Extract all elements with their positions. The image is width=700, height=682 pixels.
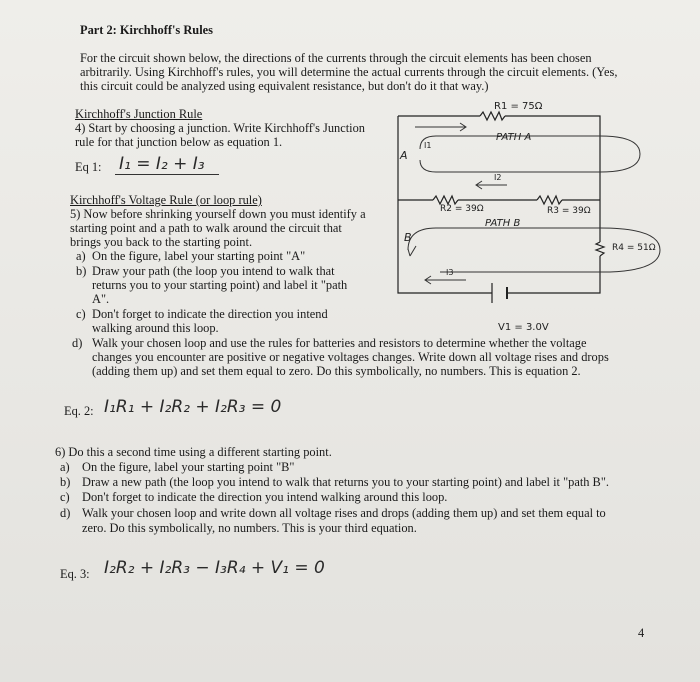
label-v1: V1 = 3.0V <box>498 322 549 333</box>
label-r3: R3 = 39Ω <box>547 206 591 216</box>
junction-rule-title: Kirchhoff's Junction Rule <box>75 107 203 121</box>
resistor-r4 <box>596 242 604 256</box>
item-5a-marker: a) <box>76 249 86 263</box>
item-6d-text-2: zero. Do this symbolically, no numbers. This is your third equation. <box>82 521 417 535</box>
eq1-answer: I₁ = I₂ + I₃ <box>115 154 219 175</box>
item-6b-marker: b) <box>60 475 71 489</box>
item-5c-marker: c) <box>76 307 86 321</box>
item-6c-text: Don't forget to indicate the direction you intend walking around this loop. <box>82 490 448 504</box>
voltage-rule-title: Kirchhoff's Voltage Rule (or loop rule) <box>70 193 262 207</box>
item-5b-text-3: A". <box>92 292 110 306</box>
label-i3: I3 <box>446 268 454 277</box>
item-5d-text-2: changes you encounter are positive or negative voltages changes. Write down all voltage rises and drops <box>92 350 609 364</box>
item-5d-text-3: (adding them up) and set them equal to zero. Do this symbolically, no numbers. This is equation 2. <box>92 364 581 378</box>
item-5c-text-2: walking around this loop. <box>92 321 219 335</box>
page-number: 4 <box>638 626 645 640</box>
item-6a-marker: a) <box>60 460 70 474</box>
eq2-label: Eq. 2: <box>64 404 94 418</box>
path-b-direction-arrow <box>408 246 416 256</box>
label-point-b: B <box>404 231 412 244</box>
intro-line-3: this circuit could be analyzed using equivalent resistance, but don't do it that way.) <box>80 79 489 93</box>
label-point-a: A <box>400 149 408 162</box>
item-6c-marker: c) <box>60 490 70 504</box>
eq3-label: Eq. 3: <box>60 567 90 581</box>
item-5c-text-1: Don't forget to indicate the direction you intend <box>92 307 328 321</box>
eq3-answer: I₂R₂ + I₂R₃ − I₃R₄ + V₁ = 0 <box>104 558 325 578</box>
eq1-label: Eq 1: <box>75 160 102 174</box>
item-5d-marker: d) <box>72 336 83 350</box>
label-path-b: PATH B <box>485 218 521 229</box>
resistor-r3 <box>537 196 562 204</box>
item-5b-marker: b) <box>76 264 87 278</box>
label-path-a: PATH A <box>496 132 532 143</box>
item-5d-text-1: Walk your chosen loop and use the rules for batteries and resistors to determine whether the voltage <box>92 336 587 350</box>
item-5a-text: On the figure, label your starting point "A" <box>92 249 306 263</box>
item-5b-text-1: Draw your path (the loop you intend to walk that <box>92 264 335 278</box>
item-6d-marker: d) <box>60 506 71 520</box>
item-6a-text: On the figure, label your starting point "B" <box>82 460 295 474</box>
junction-instruction-2: rule for that junction below as equation 1. <box>75 135 283 149</box>
intro-line-2: arbitrarily. Using Kirchhoff's rules, you will determine the actual currents through the circuit elements. (Yes, <box>80 65 618 79</box>
current-arrow-i2 <box>476 181 507 189</box>
label-i1: I1 <box>424 141 432 150</box>
label-i2: I2 <box>494 173 502 182</box>
label-r2: R2 = 39Ω <box>440 204 484 214</box>
intro-line-1: For the circuit shown below, the directions of the currents through the circuit elements has been chosen <box>80 51 592 65</box>
resistor-r1 <box>480 112 505 120</box>
item-6d-text-1: Walk your chosen loop and write down all voltage rises and drops (adding them up) and set them equal to <box>82 506 606 520</box>
section-heading: Part 2: Kirchhoff's Rules <box>80 23 213 37</box>
item-6b-text: Draw a new path (the loop you intend to walk that returns you to your starting point) and label it "path B". <box>82 475 609 489</box>
resistor-r2 <box>433 196 458 204</box>
junction-instruction-1: 4) Start by choosing a junction. Write Kirchhoff's Junction <box>75 121 365 135</box>
label-r1: R1 = 75Ω <box>494 101 543 112</box>
current-arrow-i1 <box>415 123 466 131</box>
voltage-instruction-3: brings you back to the starting point. <box>70 235 253 249</box>
eq2-answer: I₁R₁ + I₂R₂ + I₂R₃ = 0 <box>104 397 282 417</box>
item-5b-text-2: returns you to your starting point) and label it "path <box>92 278 348 292</box>
item-6-title: 6) Do this a second time using a different starting point. <box>55 445 332 459</box>
voltage-instruction-2: starting point and a path to walk around the circuit that <box>70 221 342 235</box>
voltage-instruction-1: 5) Now before shrinking yourself down you must identify a <box>70 207 366 221</box>
current-arrow-i3 <box>425 276 466 284</box>
label-r4: R4 = 51Ω <box>612 243 656 253</box>
